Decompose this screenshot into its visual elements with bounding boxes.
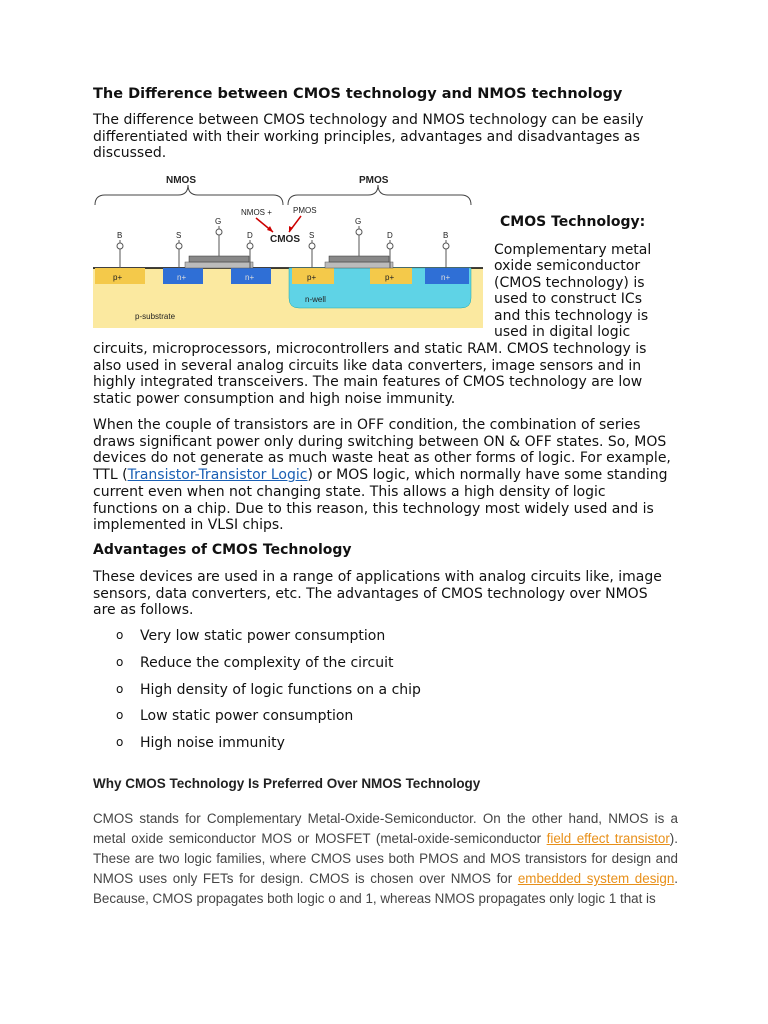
list-item: o Reduce the complexity of the circuit xyxy=(116,654,394,671)
svg-text:D: D xyxy=(387,231,393,240)
svg-text:B: B xyxy=(117,231,123,240)
list-item: o High noise immunity xyxy=(116,735,285,752)
nmos-brace xyxy=(95,185,283,205)
svg-text:G: G xyxy=(215,217,222,226)
cmos-side-paragraph: Complementary metal oxide semiconductor (CMOS technology) is used to construct ICs and this technology is used in digital logic xyxy=(494,242,652,341)
svg-text:p+: p+ xyxy=(385,273,395,282)
embedded-link[interactable]: embedded system design xyxy=(517,871,675,886)
cmos-paragraph-continued: circuits, microprocessors, microcontrollers and static RAM. CMOS technology is also used in several analog circuits like data converters, image sensors and in highly integrated transceivers. The main features of CMOS technology are low static power consumption and high noise immunity. xyxy=(93,341,647,408)
nmos-gate-oxide xyxy=(185,262,253,268)
svg-text:n+: n+ xyxy=(177,273,187,282)
intro-paragraph: The difference between CMOS technology and NMOS technology can be easily differentiated with their working principles, advantages and disadvantages as discussed. xyxy=(93,112,644,162)
cmos-label: CMOS xyxy=(270,234,300,245)
list-item: o Low static power consumption xyxy=(116,708,354,725)
nmos-gate xyxy=(189,256,249,262)
svg-text:G: G xyxy=(355,217,362,226)
pmos-small-label: PMOS xyxy=(293,206,317,215)
svg-text:S: S xyxy=(176,231,182,240)
why-cmos-paragraph: CMOS stands for Complementary Metal-Oxide-Semiconductor. On the other hand, NMOS is a metal oxide semiconductor MOS or MOSFET (metal-oxide-semiconductor field effect transistor). These are two logic families, where CMOS uses both PMOS and MOS transistors for design and NMOS uses only FETs for design. CMOS is chosen over NMOS for embedded system design. Because, CMOS propagates both logic o and 1, whereas NMOS propagates only logic 1 that is xyxy=(93,811,679,906)
advantages-intro: These devices are used in a range of applications with analog circuits like, image sensors, data converters, etc. The advantages of CMOS technology over NMOS are as follows. xyxy=(93,569,662,619)
substrate-label: p-substrate xyxy=(135,312,176,321)
nmos-plus-label: NMOS + xyxy=(241,208,272,217)
nmos-label: NMOS xyxy=(166,175,196,186)
fet-link[interactable]: field effect transistor xyxy=(546,831,670,846)
svg-text:B: B xyxy=(443,231,449,240)
cmos-cross-section-diagram xyxy=(93,170,483,335)
ttl-link[interactable]: Transistor-Transistor Logic xyxy=(127,467,308,484)
advantages-list xyxy=(116,628,421,762)
page-title: The Difference between CMOS technology and NMOS technology xyxy=(93,86,623,102)
pmos-gate-oxide xyxy=(325,262,393,268)
svg-text:D: D xyxy=(247,231,253,240)
advantages-heading: Advantages of CMOS Technology xyxy=(93,542,352,558)
svg-text:n+: n+ xyxy=(245,273,255,282)
pmos-gate xyxy=(329,256,389,262)
list-item: o High density of logic functions on a chip xyxy=(116,681,421,698)
pmos-brace xyxy=(288,185,471,205)
why-cmos-heading: Why CMOS Technology Is Preferred Over NMOS Technology xyxy=(93,776,481,791)
svg-text:n+: n+ xyxy=(441,273,451,282)
svg-text:p+: p+ xyxy=(113,273,123,282)
cmos-technology-heading: CMOS Technology: xyxy=(500,214,646,230)
list-item: o Very low static power consumption xyxy=(116,628,386,644)
svg-text:p+: p+ xyxy=(307,273,317,282)
switching-paragraph: When the couple of transistors are in OFF condition, the combination of series draws significant power only during switching between ON & OFF states. So, MOS devices do not generate as much waste heat as other forms of logic. For example, TTL (Transistor-Transistor Logic) or MOS logic, which normally have some standing current even when not changing state. This allows a high density of logic functions on a chip. Due to this reason, this technology most widely used and is implemented in VLSI chips. xyxy=(93,417,671,534)
svg-text:S: S xyxy=(309,231,315,240)
nwell-label: n-well xyxy=(305,295,326,304)
pmos-label: PMOS xyxy=(359,175,389,186)
